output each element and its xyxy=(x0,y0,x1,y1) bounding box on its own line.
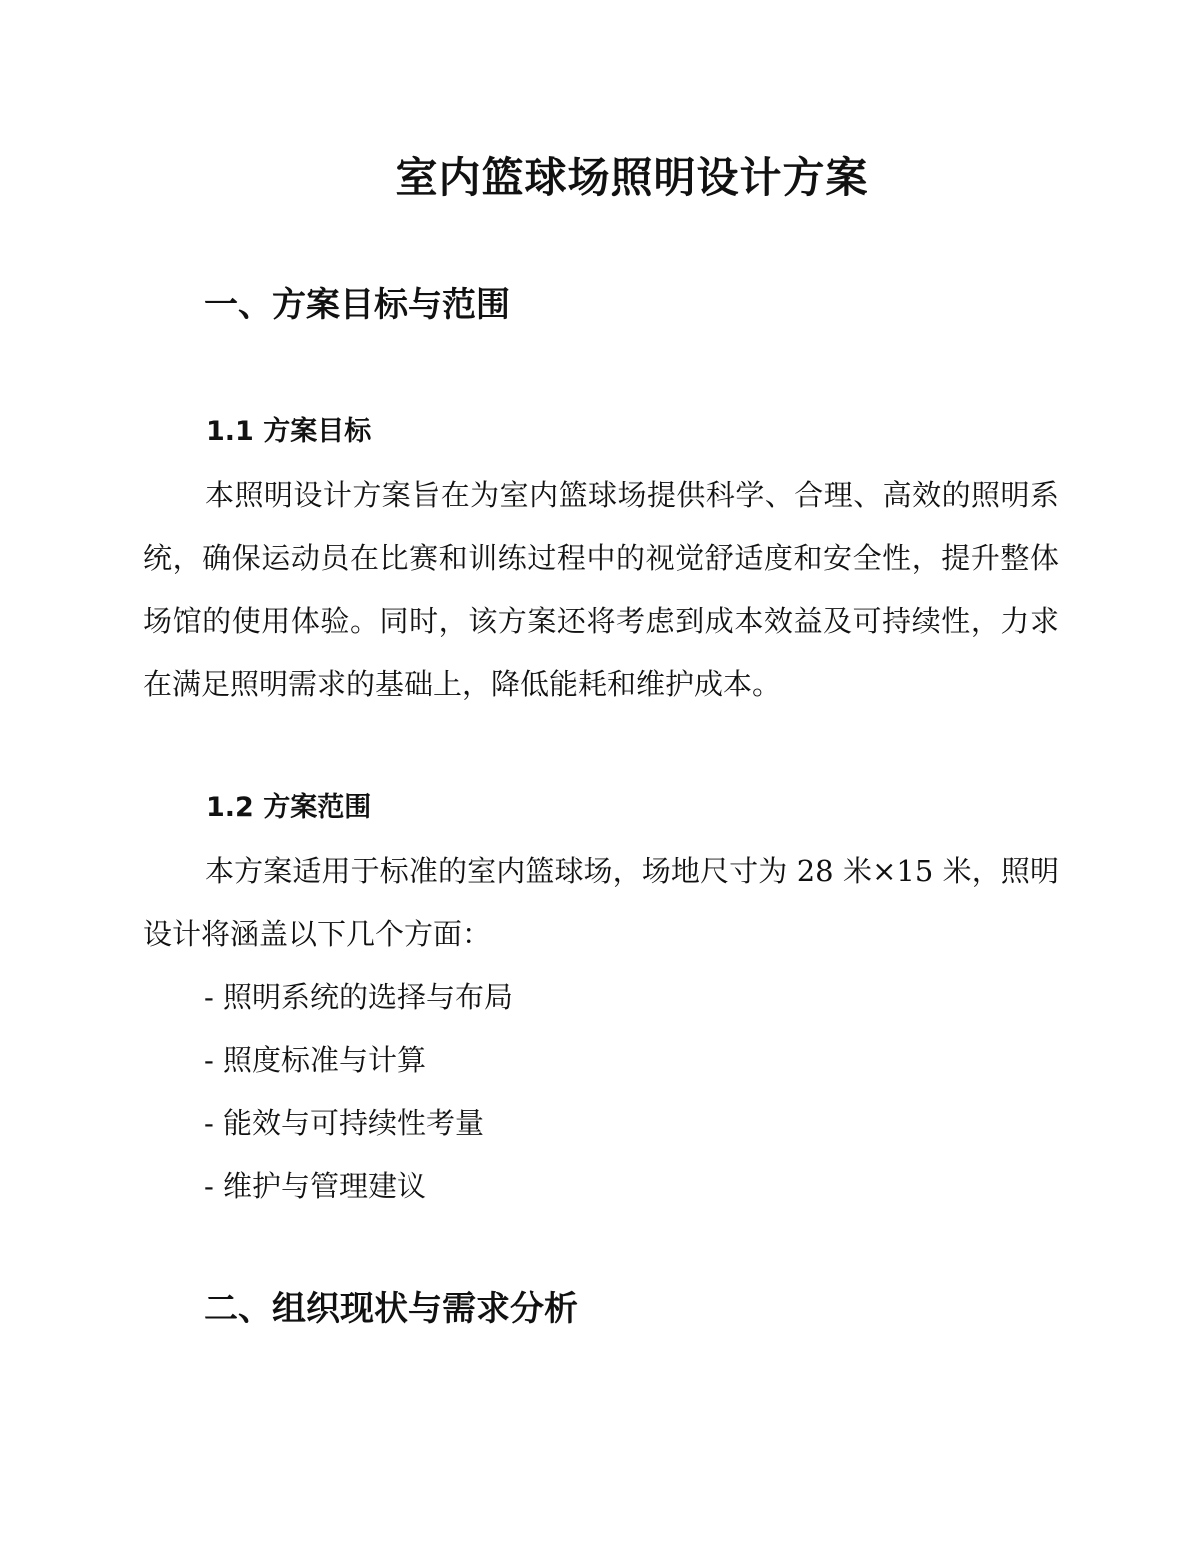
subsection-heading-1-1: 1.1 方案目标 xyxy=(206,416,372,447)
subsection-heading-1-2: 1.2 方案范围 xyxy=(206,792,372,823)
section-heading-1: 一、方案目标与范围 xyxy=(204,285,510,325)
section-heading-2: 二、组织现状与需求分析 xyxy=(204,1289,578,1329)
list-item: - 能效与可持续性考量 xyxy=(204,1106,485,1140)
list-item: - 维护与管理建议 xyxy=(204,1169,427,1203)
paragraph-goal: 本照明设计方案旨在为室内篮球场提供科学、合理、高效的照明系统，确保运动员在比赛和训练过程中的视觉舒适度和安全性，提升整体场馆的使用体验。同时，该方案还将考虑到成本效益及可持续性，力求在满足照明需求的基础上，降低能耗和维护成本。 xyxy=(143,478,1059,701)
list-item: - 照明系统的选择与布局 xyxy=(204,980,514,1014)
document-title: 室内篮球场照明设计方案 xyxy=(395,153,869,202)
scope-list xyxy=(204,966,513,1218)
list-item: - 照度标准与计算 xyxy=(204,1043,427,1077)
paragraph-scope: 本方案适用于标准的室内篮球场，场地尺寸为 28 米×15 米，照明设计将涵盖以下几个方面： xyxy=(143,854,1059,951)
